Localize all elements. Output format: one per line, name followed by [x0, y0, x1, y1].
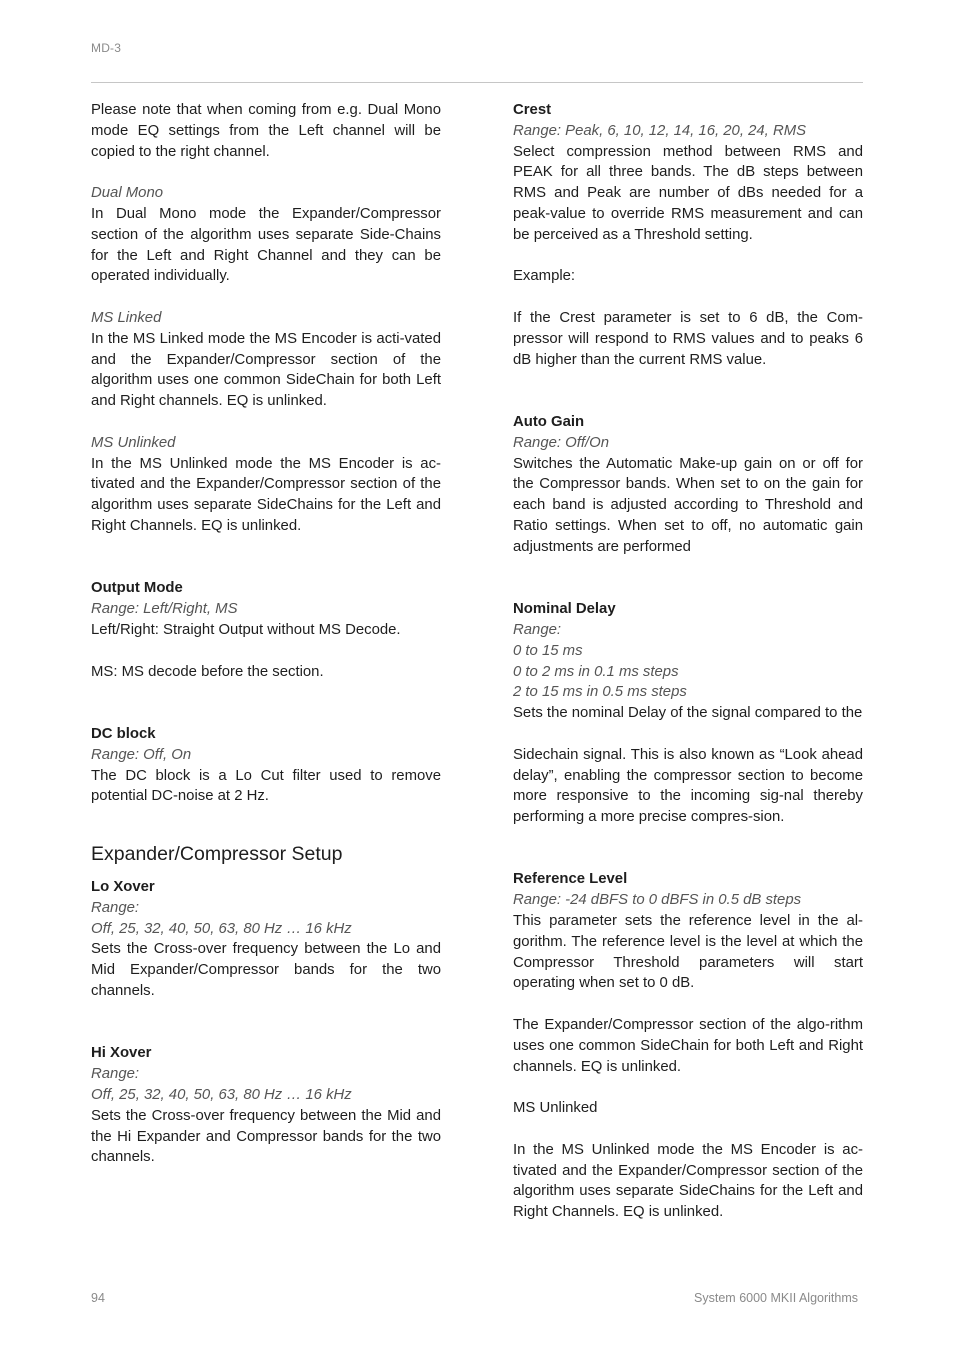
nominal-delay-range-label: Range: — [513, 621, 562, 638]
hi-xover-range-values: Off, 25, 32, 40, 50, 63, 80 Hz … 16 kHz — [91, 1087, 352, 1104]
nominal-delay-range-3: 2 to 15 ms in 0.5 ms steps — [513, 684, 687, 701]
right-column — [513, 100, 863, 1223]
nominal-delay-text-2: Sidechain signal. This is also known as “Look ahead delay”, enabling the compressor section to become more responsive to the incoming sig-nal thereby performing a more precise compres-sion. — [513, 746, 863, 826]
dual-mono-title: Dual Mono — [91, 185, 164, 202]
page-number: 94 — [91, 1291, 105, 1305]
hi-xover-heading: Hi Xover — [91, 1045, 152, 1062]
output-mode-text-2: MS: MS decode before the section. — [91, 663, 324, 680]
auto-gain-text: Switches the Automatic Make-up gain on or off for the Compressor bands. When set to on the gain for each band is adjusted according to Threshold and Ratio settings. When set to off, no automatic gain adjustments are performed — [513, 455, 863, 555]
crest-range: Range: Peak, 6, 10, 12, 14, 16, 20, 24, RMS — [513, 122, 807, 139]
nominal-delay-range-1: 0 to 15 ms — [513, 642, 583, 659]
header-divider — [91, 82, 863, 83]
left-column — [91, 100, 441, 1168]
nominal-delay-text-1: Sets the nominal Delay of the signal compared to the — [513, 705, 863, 722]
reference-level-range: Range: -24 dBFS to 0 dBFS in 0.5 dB steps — [513, 892, 802, 909]
footer-title: System 6000 MKII Algorithms — [694, 1291, 858, 1305]
lo-xover-range-values: Off, 25, 32, 40, 50, 63, 80 Hz … 16 kHz — [91, 920, 352, 937]
running-header: MD-3 — [91, 41, 122, 55]
crest-heading: Crest — [513, 102, 552, 118]
nominal-delay-heading: Nominal Delay — [513, 601, 616, 618]
lo-xover-heading: Lo Xover — [91, 879, 155, 896]
ms-linked-title: MS Linked — [91, 309, 162, 326]
nominal-delay-range-2: 0 to 2 ms in 0.1 ms steps — [513, 663, 679, 680]
auto-gain-range: Range: Off/On — [513, 434, 610, 451]
ms-unlinked-title: MS Unlinked — [91, 434, 176, 451]
dc-block-range: Range: Off, On — [91, 746, 192, 763]
dual-mono-text: In Dual Mono mode the Expander/Compressor section of the algorithm uses separate Side-Chains for the Left and Right Channel and they can be operated individually. — [91, 205, 441, 285]
auto-gain-heading: Auto Gain — [513, 413, 585, 430]
lo-xover-text: Sets the Cross-over frequency between the Lo and Mid Expander/Compressor bands for the two channels. — [91, 941, 441, 1000]
crest-example-label: Example: — [513, 268, 576, 285]
reference-level-heading: Reference Level — [513, 871, 628, 888]
hi-xover-text: Sets the Cross-over frequency between the Mid and the Hi Expander and Compressor bands for the two channels. — [91, 1107, 441, 1166]
reference-level-text-1: This parameter sets the reference level in the al-gorithm. The reference level is the level at which the Compressor Threshold parameters will start operating when set to 0 dB. — [513, 913, 863, 992]
lo-xover-range-label: Range: — [91, 899, 140, 916]
output-mode-text-1: Left/Right: Straight Output without MS Decode. — [91, 621, 401, 638]
crest-text: Select compression method between RMS and PEAK for all three bands. The dB steps between RMS and Peak are number of dBs needed for a peak-value to override RMS measurement and can be perceived as a Threshold setting. — [513, 143, 863, 243]
ms-linked-text: In the MS Linked mode the MS Encoder is acti-vated and the Expander/Compressor section of the algorithm uses one common SideChain for both Left and Right channels. EQ is unlinked. — [91, 330, 441, 410]
hi-xover-range-label: Range: — [91, 1066, 140, 1083]
intro-paragraph: Please note that when coming from e.g. Dual Mono mode EQ settings from the Left channel will be copied to the right channel. — [91, 102, 441, 160]
dc-block-heading: DC block — [91, 725, 156, 742]
reference-level-text-3: MS Unlinked — [513, 1100, 598, 1117]
reference-level-text-4: In the MS Unlinked mode the MS Encoder is ac-tivated and the Expander/Compressor section of the algorithm uses separate SideChains for the Left and Right Channels. EQ is unlinked. — [513, 1141, 863, 1221]
output-mode-range: Range: Left/Right, MS — [91, 601, 238, 618]
ms-unlinked-text: In the MS Unlinked mode the MS Encoder is ac-tivated and the Expander/Compressor section of the algorithm uses separate SideChains for the Left and Right Channels. EQ is unlinked. — [91, 455, 441, 534]
dc-block-text: The DC block is a Lo Cut filter used to remove potential DC-noise at 2 Hz. — [91, 767, 441, 805]
reference-level-text-2: The Expander/Compressor section of the algo-rithm uses one common SideChain for both Left and Right channels. EQ is unlinked. — [513, 1017, 863, 1075]
section-title: Expander/Compressor Setup — [91, 843, 343, 866]
crest-example-text: If the Crest parameter is set to 6 dB, the Com-pressor will respond to RMS values and to peaks 6 dB higher than the current RMS value. — [513, 309, 863, 368]
output-mode-heading: Output Mode — [91, 580, 183, 597]
